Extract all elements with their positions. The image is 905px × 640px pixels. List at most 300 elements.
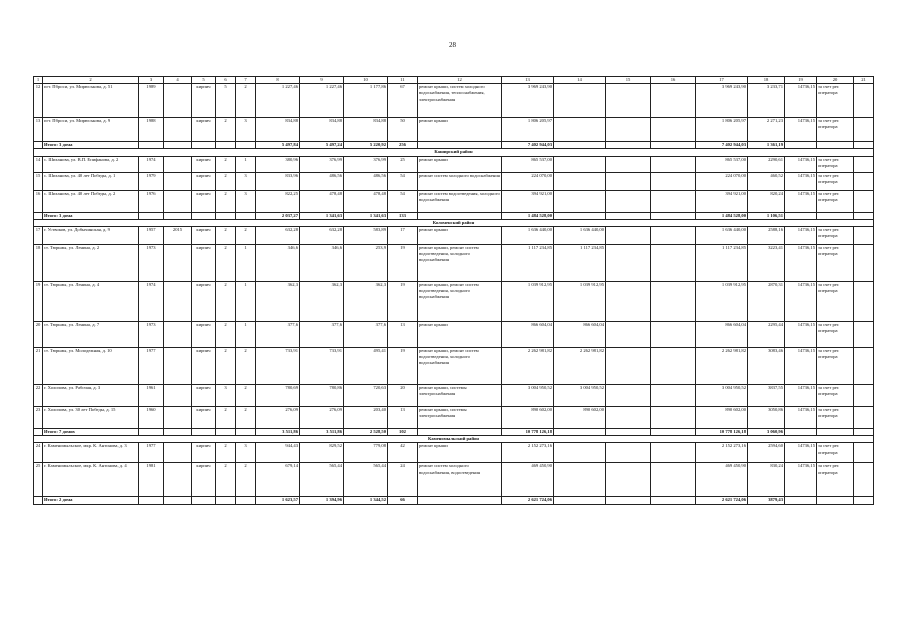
table-cell	[854, 347, 874, 384]
table-cell	[651, 497, 696, 504]
table-cell: 2 528,50	[344, 428, 388, 435]
table-cell: 2 152 273,16	[502, 443, 554, 463]
table-cell	[164, 156, 192, 172]
table-cell: г. Каменомыльское, мкр. К. Антонова, д. 3	[43, 443, 139, 463]
table-cell: 54	[388, 190, 418, 212]
table-cell: 2 037,27	[256, 212, 300, 219]
table-cell	[606, 347, 651, 384]
table-cell: 1 394,96	[300, 497, 344, 504]
table-cell: ремонт систем холодного водоснабжения, водоотведения	[418, 463, 502, 497]
table-cell: 3050,86	[748, 406, 785, 428]
table-cell: 3083,46	[748, 347, 785, 384]
table-cell	[164, 463, 192, 497]
table-cell: 14736,15	[785, 244, 817, 281]
table-cell: 14736,15	[785, 443, 817, 463]
table-cell: 394 921,00	[696, 190, 748, 212]
table-cell: 583,89	[344, 226, 388, 244]
table-cell	[418, 497, 502, 504]
table-cell	[854, 321, 874, 347]
table-cell: кирпич	[192, 321, 216, 347]
table-cell	[651, 443, 696, 463]
table-cell	[236, 428, 256, 435]
table-cell: 21	[34, 347, 43, 384]
table-cell: 833,96	[256, 172, 300, 190]
table-cell	[164, 443, 192, 463]
table-cell: кирпич	[192, 347, 216, 384]
table-cell	[554, 156, 606, 172]
table-cell: с. Шиханова, ул. 40 лет Победы, д. 2	[43, 190, 139, 212]
table-cell	[651, 118, 696, 142]
table-row	[34, 84, 874, 118]
table-cell: за счет рег. оператора	[817, 281, 854, 321]
table-cell: 2	[216, 463, 236, 497]
table-cell: кирпич	[192, 190, 216, 212]
table-cell	[164, 118, 192, 142]
table-cell	[554, 172, 606, 190]
table-cell	[606, 226, 651, 244]
table-cell: 2	[216, 118, 236, 142]
column-number-row	[34, 77, 874, 84]
table-cell: 17	[696, 77, 748, 84]
table-cell	[554, 428, 606, 435]
table-cell: ремонт крыши, ремонт систем водоотведения, холодного водоснабжения	[418, 244, 502, 281]
table-cell: 19	[34, 281, 43, 321]
table-cell: 565,44	[300, 463, 344, 497]
table-cell	[554, 497, 606, 504]
table-cell	[651, 142, 696, 149]
table-cell: г. Уствоков, ул. Добычинская, д. 9	[43, 226, 139, 244]
table-cell: кирпич	[192, 226, 216, 244]
table-cell: 224 070,00	[502, 172, 554, 190]
table-cell: за счет рег. оператора	[817, 443, 854, 463]
table-cell: 1957	[139, 226, 164, 244]
table-cell: 377,6	[256, 321, 300, 347]
table-cell	[236, 142, 256, 149]
table-cell: 1 484 528,00	[696, 212, 748, 219]
table-cell: 890 602,00	[554, 406, 606, 428]
table-cell: 3879,43	[748, 497, 785, 504]
table-row	[34, 443, 874, 463]
table-cell	[139, 428, 164, 435]
table-cell: 19	[388, 281, 418, 321]
table-cell: 1 227,46	[300, 84, 344, 118]
table-cell: 469 450,90	[502, 463, 554, 497]
table-cell: 3	[236, 190, 256, 212]
table-cell: 834,88	[256, 118, 300, 142]
table-cell: 1979	[139, 172, 164, 190]
table-cell: 20	[388, 384, 418, 406]
table-cell: 2	[216, 190, 236, 212]
table-cell: 3 969 243,90	[502, 84, 554, 118]
table-cell: 779,08	[344, 443, 388, 463]
table-cell: 14736,15	[785, 84, 817, 118]
table-cell: 890 602,00	[696, 406, 748, 428]
table-cell	[418, 142, 502, 149]
table-cell	[854, 142, 874, 149]
table-cell: 2	[216, 443, 236, 463]
table-cell: 1 636 440,00	[502, 226, 554, 244]
table-cell: 362,3	[344, 281, 388, 321]
table-cell	[554, 190, 606, 212]
table-cell	[606, 443, 651, 463]
table-cell: ремонт крыши, системы электроснабжения	[418, 384, 502, 406]
table-cell: 720,63	[344, 384, 388, 406]
table-cell: 22	[34, 384, 43, 406]
table-cell: ремонт крыши, систем холодного водоснабжения, теплоснабжения, электроснабжения	[418, 84, 502, 118]
table-cell	[606, 463, 651, 497]
table-cell	[192, 497, 216, 504]
table-cell: 7 402 944,03	[502, 142, 554, 149]
table-cell	[651, 406, 696, 428]
table-cell: 14736,15	[785, 384, 817, 406]
table-cell: 276,09	[300, 406, 344, 428]
table-cell: 3	[216, 384, 236, 406]
table-cell: 2	[216, 281, 236, 321]
table-cell: 2	[236, 463, 256, 497]
table-cell	[554, 84, 606, 118]
table-cell: 1 341,63	[300, 212, 344, 219]
table-cell: 1 106,51	[748, 212, 785, 219]
table-cell: ремонт крыши	[418, 443, 502, 463]
table-cell: 5 220,92	[344, 142, 388, 149]
table-cell: 3 060,96	[748, 428, 785, 435]
table-cell: за счет рег. оператора	[817, 406, 854, 428]
table-cell: 679,14	[256, 463, 300, 497]
table-cell: 890 602,00	[502, 406, 554, 428]
district-header-row	[34, 219, 874, 226]
table-cell: 478,48	[344, 190, 388, 212]
table-cell	[192, 428, 216, 435]
table-cell: 1976	[139, 190, 164, 212]
table-cell: за счет рег. оператора	[817, 321, 854, 347]
table-cell: 2 262 981,82	[696, 347, 748, 384]
table-cell	[554, 443, 606, 463]
table-cell: 377,6	[344, 321, 388, 347]
subtotal-row	[34, 212, 874, 219]
table-cell	[606, 244, 651, 281]
table-cell: 1 361,19	[748, 142, 785, 149]
table-cell	[817, 212, 854, 219]
table-cell: 10 778 126,18	[502, 428, 554, 435]
table-cell: 6	[216, 77, 236, 84]
table-cell: 19	[785, 77, 817, 84]
table-cell: с. Шиханова, ул. В.П. Епифанова, д. 2	[43, 156, 139, 172]
table-cell: 394 921,00	[502, 190, 554, 212]
table-cell: 14	[34, 156, 43, 172]
table-cell: за счет рег. оператора	[817, 172, 854, 190]
table-cell	[817, 428, 854, 435]
table-cell: 2295,44	[748, 321, 785, 347]
table-cell: 1	[236, 281, 256, 321]
table-cell: 1961	[139, 384, 164, 406]
repair-program-table	[33, 76, 874, 505]
table-cell: 565,44	[344, 463, 388, 497]
table-row	[34, 463, 874, 497]
table-cell: за счет рег. оператора	[817, 384, 854, 406]
table-cell: 1973	[139, 321, 164, 347]
district-header-row	[34, 436, 874, 443]
table-row	[34, 190, 874, 212]
table-cell	[34, 428, 43, 435]
table-cell: за счет рег. оператора	[817, 84, 854, 118]
table-row	[34, 321, 874, 347]
subtotal-row	[34, 428, 874, 435]
table-cell: 1973	[139, 244, 164, 281]
table-cell	[651, 190, 696, 212]
table-cell	[216, 212, 236, 219]
table-cell: 346,6	[300, 244, 344, 281]
table-cell	[164, 190, 192, 212]
table-cell: 1960	[139, 406, 164, 428]
table-cell: 362,3	[300, 281, 344, 321]
table-cell: 14	[554, 77, 606, 84]
table-cell	[216, 142, 236, 149]
table-cell: 2	[236, 226, 256, 244]
table-cell: 495,41	[344, 347, 388, 384]
table-cell	[554, 142, 606, 149]
table-cell: 1 806 205,97	[696, 118, 748, 142]
table-cell: ремонт систем водоотведения, холодного водоснабжения	[418, 190, 502, 212]
table-cell: Итого: 3 дома	[43, 212, 139, 219]
table-cell: за счет рег. оператора	[817, 244, 854, 281]
table-cell: Итого: 2 дома	[43, 497, 139, 504]
table-cell: 866 604,04	[502, 321, 554, 347]
district-name: Каменомыльский район	[34, 436, 874, 443]
table-cell: 25	[388, 156, 418, 172]
table-cell: 733,91	[300, 347, 344, 384]
table-cell: 24	[388, 463, 418, 497]
table-cell	[606, 142, 651, 149]
table-cell: ремонт крыши	[418, 226, 502, 244]
table-cell: 1 117 234,85	[554, 244, 606, 281]
table-cell	[651, 172, 696, 190]
table-cell: 14736,15	[785, 226, 817, 244]
table-cell: кирпич	[192, 406, 216, 428]
table-cell: 1 484 528,00	[502, 212, 554, 219]
table-cell: 7 402 944,03	[696, 142, 748, 149]
table-cell: 486,56	[344, 172, 388, 190]
table-cell	[854, 172, 874, 190]
table-cell: 203,40	[344, 406, 388, 428]
table-cell	[164, 347, 192, 384]
table-cell: 13	[34, 118, 43, 142]
table-cell: 1 636 440,00	[554, 226, 606, 244]
table-cell: 23	[34, 406, 43, 428]
table-cell	[606, 118, 651, 142]
table-cell	[785, 142, 817, 149]
table-cell: ремонт крыши	[418, 321, 502, 347]
table-cell	[34, 212, 43, 219]
table-cell: ремонт крыши	[418, 118, 502, 142]
table-cell	[854, 156, 874, 172]
table-cell: 866 604,04	[696, 321, 748, 347]
table-cell	[651, 244, 696, 281]
table-cell: ремонт крыши	[418, 156, 502, 172]
table-cell	[139, 142, 164, 149]
table-cell: 1 341,63	[344, 212, 388, 219]
table-cell: 3 233,71	[748, 84, 785, 118]
table-cell	[651, 321, 696, 347]
table-cell: 256	[388, 142, 418, 149]
table-cell: 14736,15	[785, 156, 817, 172]
table-cell	[554, 212, 606, 219]
table-cell: 1 806 205,97	[502, 118, 554, 142]
table-cell: 17	[388, 226, 418, 244]
table-cell: 2	[216, 156, 236, 172]
table-cell: 224 070,00	[696, 172, 748, 190]
subtotal-row	[34, 497, 874, 504]
table-cell	[651, 84, 696, 118]
table-cell: г. Холопова, ул. Рабочая, д. 3	[43, 384, 139, 406]
table-cell: 865 537,00	[502, 156, 554, 172]
table-cell: 1 039 912,95	[502, 281, 554, 321]
table-cell	[554, 118, 606, 142]
table-cell: 2594,60	[748, 443, 785, 463]
table-cell: 1 623,57	[256, 497, 300, 504]
table-cell: 19	[388, 244, 418, 281]
table-cell: 362,3	[256, 281, 300, 321]
table-cell: 2	[236, 347, 256, 384]
table-row	[34, 347, 874, 384]
table-cell: 834,88	[300, 118, 344, 142]
table-cell	[651, 463, 696, 497]
table-cell: 2	[236, 406, 256, 428]
table-cell: 346,6	[256, 244, 300, 281]
table-cell	[854, 118, 874, 142]
table-cell: 377,6	[300, 321, 344, 347]
table-cell: 16	[34, 190, 43, 212]
table-cell: 1	[34, 77, 43, 84]
table-cell: 13	[388, 321, 418, 347]
table-cell: 5	[192, 77, 216, 84]
table-cell	[139, 212, 164, 219]
table-cell: за счет рег. оператора	[817, 226, 854, 244]
table-cell: 21	[854, 77, 874, 84]
table-cell: 5 497,84	[256, 142, 300, 149]
table-cell: 2 262 981,82	[554, 347, 606, 384]
table-row	[34, 281, 874, 321]
table-cell	[854, 212, 874, 219]
table-cell	[216, 428, 236, 435]
table-cell: 460,52	[748, 172, 785, 190]
table-cell: 14736,15	[785, 190, 817, 212]
page-number: 28	[449, 41, 456, 49]
table-cell: 2	[216, 321, 236, 347]
table-cell	[164, 172, 192, 190]
table-cell	[606, 84, 651, 118]
table-cell: 3 004 950,52	[502, 384, 554, 406]
table-cell: ремонт крыши, системы электроснабжения	[418, 406, 502, 428]
table-cell	[606, 406, 651, 428]
table-cell: ст. Тюрьмы, ул. Ленина, д. 4	[43, 281, 139, 321]
district-name: Коломенский район	[34, 219, 874, 226]
table-cell: 13	[388, 406, 418, 428]
table-cell: 376,99	[300, 156, 344, 172]
table-cell: 733,91	[256, 347, 300, 384]
table-cell: 3 969 243,90	[696, 84, 748, 118]
table-cell	[651, 384, 696, 406]
table-cell: 14736,15	[785, 321, 817, 347]
table-cell	[854, 384, 874, 406]
table-cell: 380,96	[256, 156, 300, 172]
table-cell: 14736,15	[785, 347, 817, 384]
table-cell: 3	[236, 172, 256, 190]
table-cell: кирпич	[192, 84, 216, 118]
subtotal-row	[34, 142, 874, 149]
table-cell	[817, 497, 854, 504]
table-cell: 2 621 724,06	[696, 497, 748, 504]
table-cell: ст. Тюрьмы, ул. Ленина, д. 7	[43, 321, 139, 347]
table-cell: 2015	[164, 226, 192, 244]
table-cell	[164, 84, 192, 118]
table-cell	[854, 463, 874, 497]
table-cell: ремонт крыши, ремонт систем водоотведения, холодного водоснабжения	[418, 281, 502, 321]
table-cell	[164, 142, 192, 149]
table-cell: 2	[216, 172, 236, 190]
table-cell	[418, 428, 502, 435]
table-cell: 10 778 126,18	[696, 428, 748, 435]
table-cell: кирпич	[192, 443, 216, 463]
table-cell: за счет рег. оператора	[817, 118, 854, 142]
table-cell: 14736,15	[785, 118, 817, 142]
table-cell: 486,56	[300, 172, 344, 190]
table-cell	[418, 212, 502, 219]
table-cell: 2 262 981,82	[502, 347, 554, 384]
table-cell	[854, 443, 874, 463]
table-cell: 865 537,00	[696, 156, 748, 172]
table-cell	[854, 244, 874, 281]
table-cell	[554, 463, 606, 497]
table-cell: 14736,15	[785, 463, 817, 497]
table-cell: кирпич	[192, 172, 216, 190]
table-cell	[651, 347, 696, 384]
table-cell: 102	[388, 428, 418, 435]
table-cell: 1989	[139, 84, 164, 118]
table-cell: 780,86	[300, 384, 344, 406]
table-cell: 20	[817, 77, 854, 84]
table-cell: 20	[34, 321, 43, 347]
table-cell	[606, 281, 651, 321]
table-cell: 829,52	[300, 443, 344, 463]
table-cell	[606, 497, 651, 504]
table-cell: г. Холопова, ул. 30 лет Победы, д. 15	[43, 406, 139, 428]
table-row	[34, 406, 874, 428]
table-cell: 19	[388, 347, 418, 384]
table-cell: 3 004 950,52	[696, 384, 748, 406]
table-cell	[854, 84, 874, 118]
table-cell: 18	[748, 77, 785, 84]
table-cell: 14736,15	[785, 172, 817, 190]
table-cell: 1	[236, 321, 256, 347]
table-cell: 2 152 273,16	[696, 443, 748, 463]
table-cell	[192, 142, 216, 149]
table-cell: 1 177,86	[344, 84, 388, 118]
table-row	[34, 244, 874, 281]
table-cell: 1	[236, 244, 256, 281]
table-cell: 1	[236, 156, 256, 172]
table-cell: 1981	[139, 463, 164, 497]
table-cell: кирпич	[192, 118, 216, 142]
table-cell	[164, 497, 192, 504]
table-cell: за счет рег. оператора	[817, 190, 854, 212]
table-cell: 2 271,23	[748, 118, 785, 142]
table-cell	[606, 321, 651, 347]
table-cell: Итого: 3 дома	[43, 142, 139, 149]
table-cell	[164, 321, 192, 347]
table-cell: 376,99	[344, 156, 388, 172]
table-cell	[606, 212, 651, 219]
table-cell	[606, 384, 651, 406]
